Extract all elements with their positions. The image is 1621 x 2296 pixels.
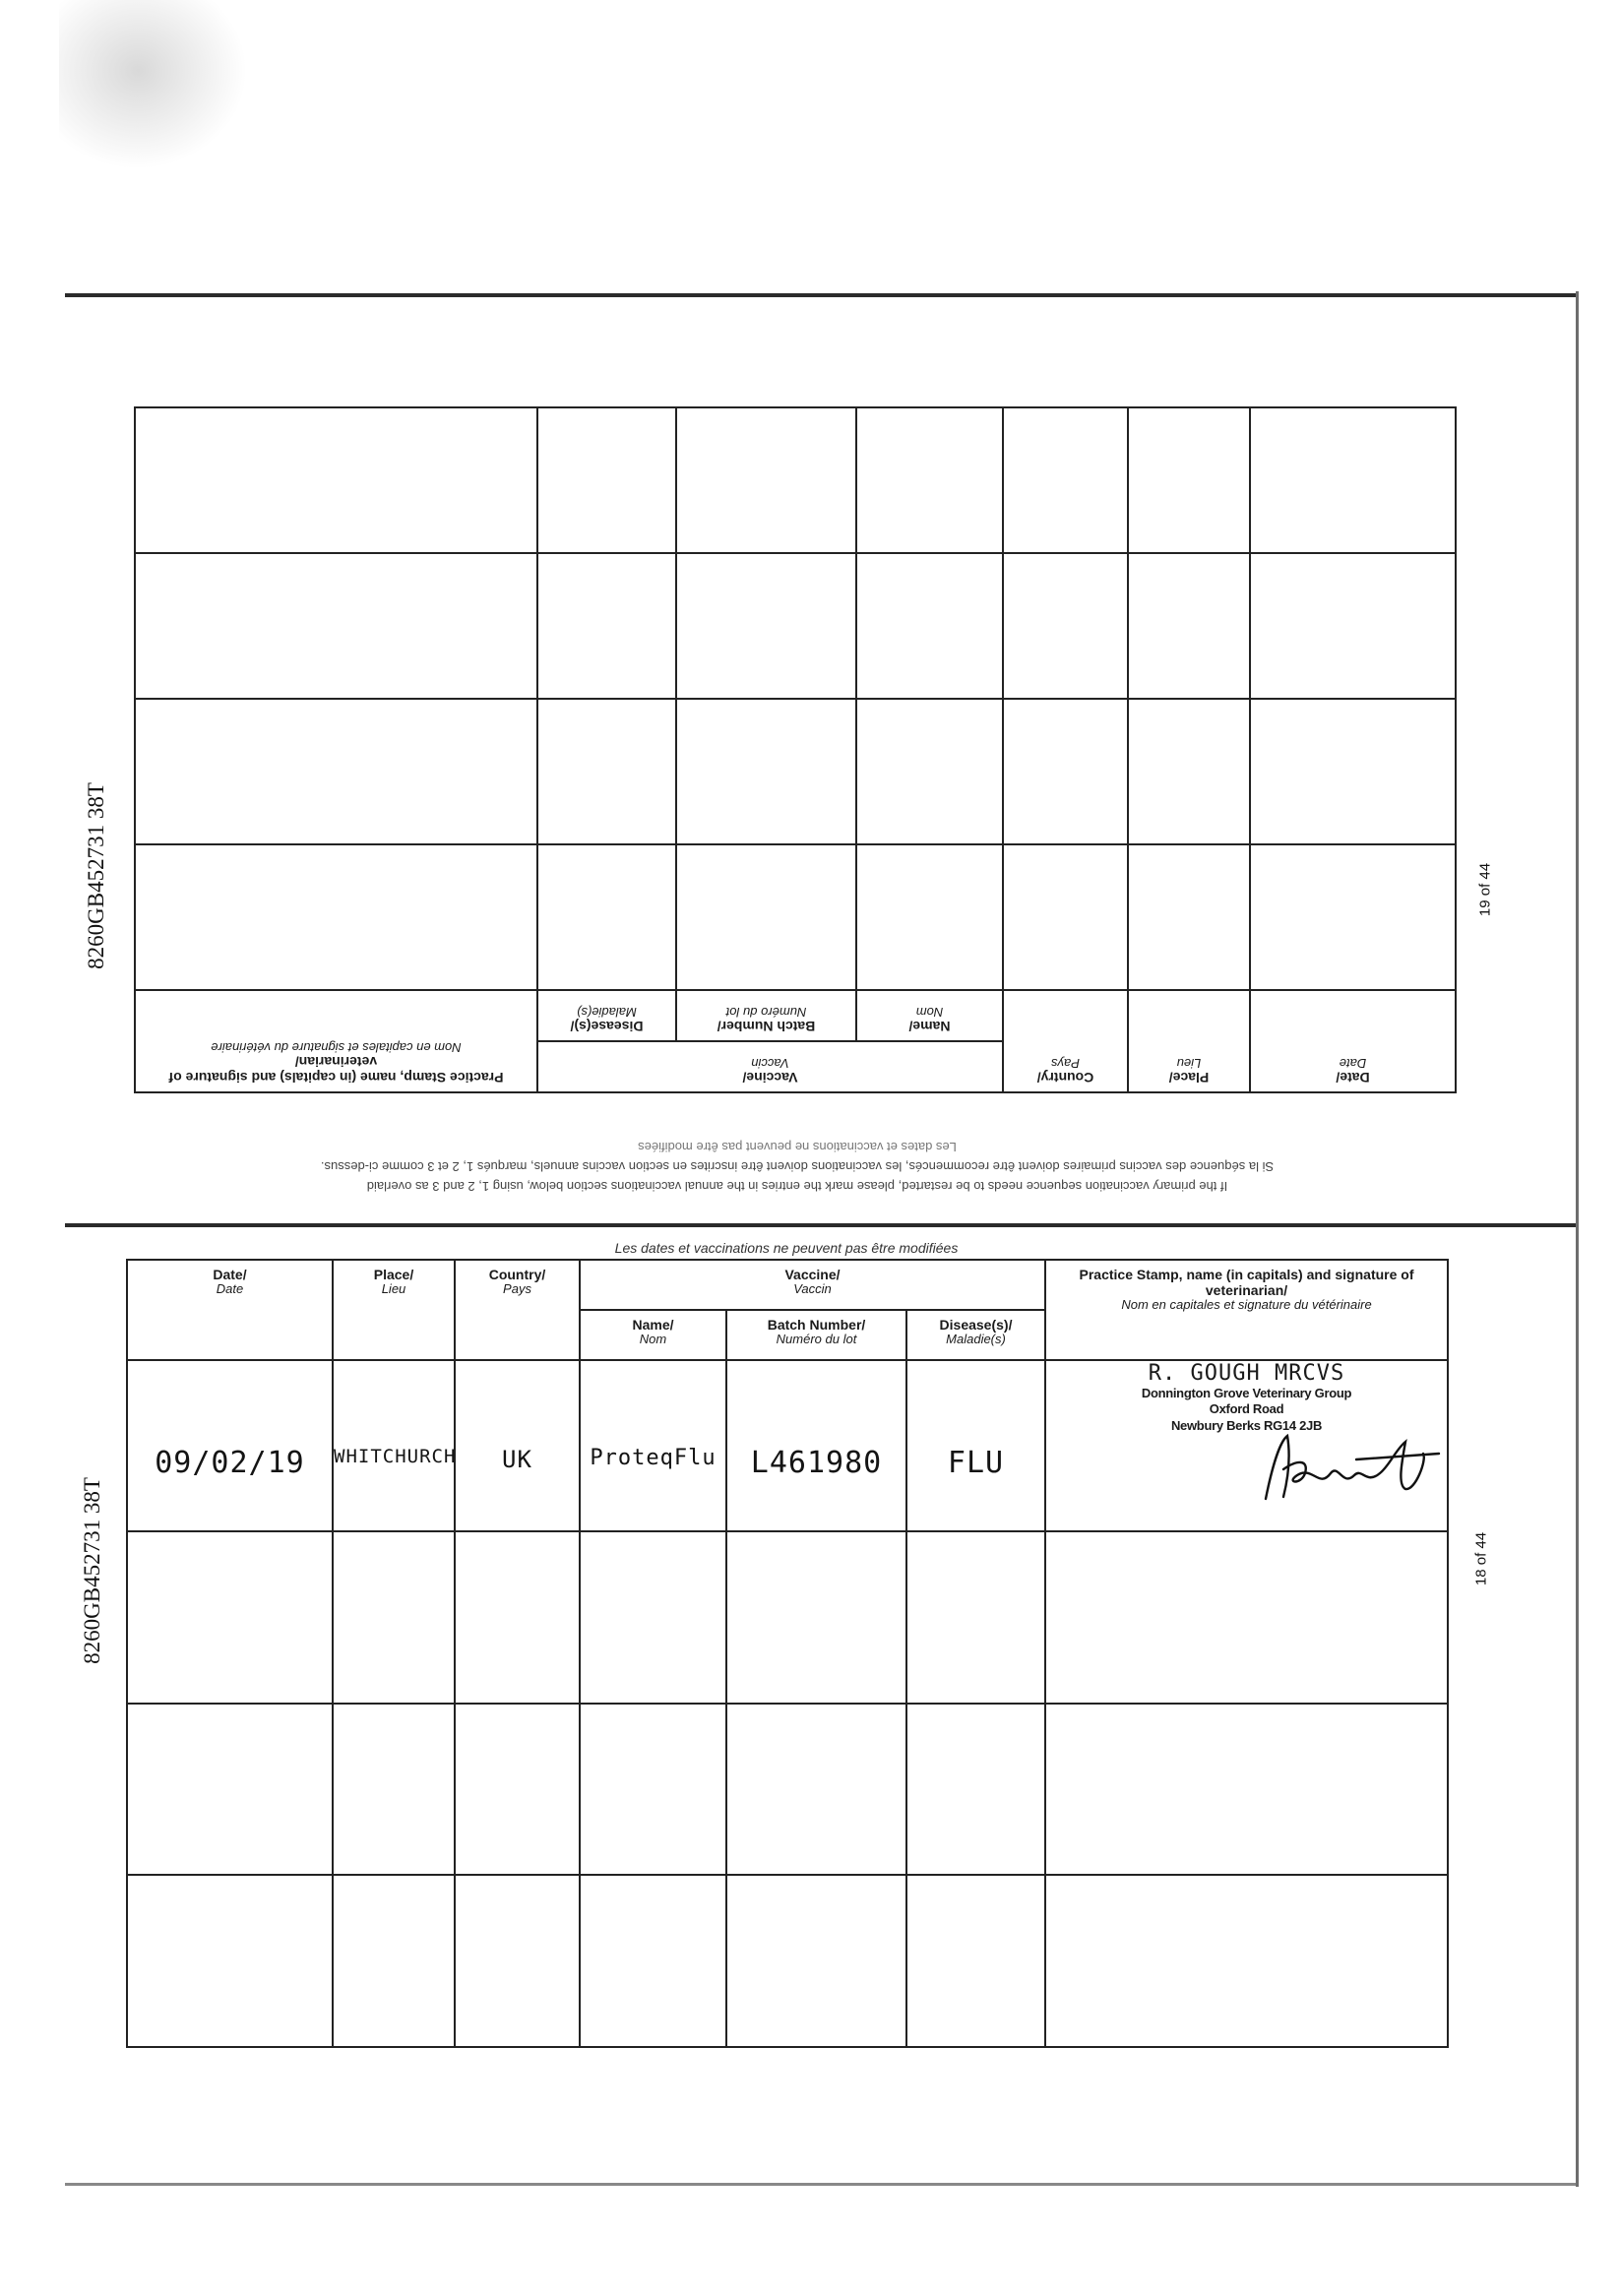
record-practice-stamp: [1045, 1360, 1448, 1532]
table-cell: [1003, 699, 1128, 844]
vaccination-table-lower: [126, 1259, 1449, 2048]
table-cell: [135, 407, 537, 553]
table-row: [135, 407, 1456, 553]
page-number-lower: 18 of 44: [1472, 1531, 1490, 1586]
vet-signature: [1258, 1430, 1445, 1509]
table-cell: [676, 844, 856, 990]
record-place-cell: [333, 1360, 455, 1532]
header-place: Place/ Lieu: [333, 1260, 455, 1360]
practice-address-line: Oxford Road: [1209, 1401, 1284, 1417]
header-country: Country/ Pays: [1003, 990, 1128, 1092]
header-vaccine: Vaccine/ Vaccin: [537, 1041, 1003, 1092]
instruction-line-2: Si la séquence des vaccins primaires doivent être recommencés, les vaccinations doivent être inscrites en section vaccins annuels, marqués 1, 2 et 3 comme ci-dessus.: [320, 1159, 1275, 1174]
table-cell: [1003, 407, 1128, 553]
table-row: [135, 553, 1456, 699]
record-batch-number: L461980: [750, 1445, 883, 1480]
passport-serial-lower: 8260GB452731 38T: [80, 1477, 104, 1664]
header-date: Date/ Date: [1250, 990, 1456, 1092]
table-row: [127, 1360, 1448, 1532]
header-place: Place/ Lieu: [1128, 990, 1250, 1092]
table-cell: [135, 699, 537, 844]
record-country: UK: [502, 1445, 532, 1473]
header-vaccine-name: Name/ Nom: [856, 990, 1003, 1041]
record-country-cell: [455, 1360, 580, 1532]
notice-dates-fixed: Les dates et vaccinations ne peuvent pas être modifiées: [614, 1240, 959, 1256]
table-cell: [455, 1531, 580, 1704]
table-row: [135, 699, 1456, 844]
table-cell: [1250, 553, 1456, 699]
header-vaccine-name: Name/ Nom: [580, 1310, 726, 1360]
instruction-line-1: If the primary vaccination sequence needs to be restarted, please mark the entries in the annual vaccinations section below, using 1, 2 and 3 as overlaid: [366, 1179, 1228, 1194]
table-row: [127, 1875, 1448, 2047]
vaccination-table-upper: [134, 406, 1457, 1093]
record-disease-cell: [906, 1360, 1045, 1532]
table-cell: [333, 1704, 455, 1876]
table-cell: [1128, 407, 1250, 553]
record-date: 09/02/19: [155, 1445, 305, 1480]
table-row: [135, 844, 1456, 990]
table-cell: [1003, 553, 1128, 699]
header-batch-number: Batch Number/ Numéro du lot: [726, 1310, 906, 1360]
table-cell: [856, 553, 1003, 699]
table-cell: [1045, 1704, 1448, 1876]
table-cell: [127, 1704, 333, 1876]
practice-address-town: Newbury Berks RG14 2JB: [1170, 1418, 1323, 1434]
table-cell: [856, 699, 1003, 844]
record-vaccine-name-cell: [580, 1360, 726, 1532]
table-cell: [1128, 699, 1250, 844]
header-country: Country/ Pays: [455, 1260, 580, 1360]
table-cell: [580, 1875, 726, 2047]
passport-serial-upper: 8260GB452731 38T: [84, 782, 108, 969]
table-cell: [1003, 844, 1128, 990]
table-cell: [676, 699, 856, 844]
table-cell: [537, 407, 676, 553]
page-19: [136, 406, 1457, 1093]
table-cell: [455, 1875, 580, 2047]
header-vaccine: Vaccine/ Vaccin: [580, 1260, 1045, 1310]
record-date-cell: [127, 1360, 333, 1532]
page-18: [126, 1237, 1447, 2026]
table-cell: [726, 1531, 906, 1704]
table-cell: [726, 1875, 906, 2047]
table-cell: [856, 844, 1003, 990]
table-cell: [537, 699, 676, 844]
header-disease: Disease(s)/ Maladie(s): [537, 990, 676, 1041]
table-cell: [1045, 1531, 1448, 1704]
table-cell: [1045, 1875, 1448, 2047]
header-date: Date/ Date: [127, 1260, 333, 1360]
table-cell: [676, 407, 856, 553]
table-cell: [1250, 844, 1456, 990]
table-cell: [333, 1875, 455, 2047]
table-cell: [726, 1704, 906, 1876]
header-disease: Disease(s)/ Maladie(s): [906, 1310, 1045, 1360]
header-practice-stamp: Practice Stamp, name (in capitals) and signature of veterinarian/ Nom en capitales et signature du vétérinaire: [135, 990, 537, 1092]
table-cell: [135, 553, 537, 699]
table-cell: [537, 844, 676, 990]
table-cell: [906, 1875, 1045, 2047]
table-cell: [1128, 844, 1250, 990]
table-cell: [1128, 553, 1250, 699]
table-cell: [906, 1704, 1045, 1876]
table-cell: [580, 1704, 726, 1876]
vet-name: R. GOUGH MRCVS: [1148, 1360, 1345, 1386]
table-cell: [580, 1531, 726, 1704]
table-cell: [135, 844, 537, 990]
page-number-upper: 19 of 44: [1476, 862, 1494, 917]
instructions-block: [236, 1107, 1358, 1196]
record-disease: FLU: [947, 1445, 1005, 1480]
scan-smudge: [59, 0, 256, 177]
table-cell: [1250, 407, 1456, 553]
table-cell: [455, 1704, 580, 1876]
table-cell: [333, 1531, 455, 1704]
practice-name: Donnington Grove Veterinary Group: [1141, 1385, 1352, 1400]
table-cell: [537, 553, 676, 699]
table-row: [127, 1704, 1448, 1876]
record-vaccine-name: ProteqFlu: [590, 1445, 717, 1470]
table-row: [127, 1531, 1448, 1704]
header-batch-number: Batch Number/ Numéro du lot: [676, 990, 856, 1041]
header-practice-stamp: Practice Stamp, name (in capitals) and signature of veterinarian/ Nom en capitales et signature du vétérinaire: [1045, 1260, 1448, 1360]
table-cell: [906, 1531, 1045, 1704]
table-cell: [856, 407, 1003, 553]
table-cell: [1250, 699, 1456, 844]
record-place: WHITCHURCH: [334, 1445, 457, 1467]
table-cell: [676, 553, 856, 699]
instruction-line-3: Les dates et vaccinations ne peuvent pas être modifiées: [638, 1140, 957, 1154]
table-cell: [127, 1531, 333, 1704]
record-batch-cell: [726, 1360, 906, 1532]
table-cell: [127, 1875, 333, 2047]
